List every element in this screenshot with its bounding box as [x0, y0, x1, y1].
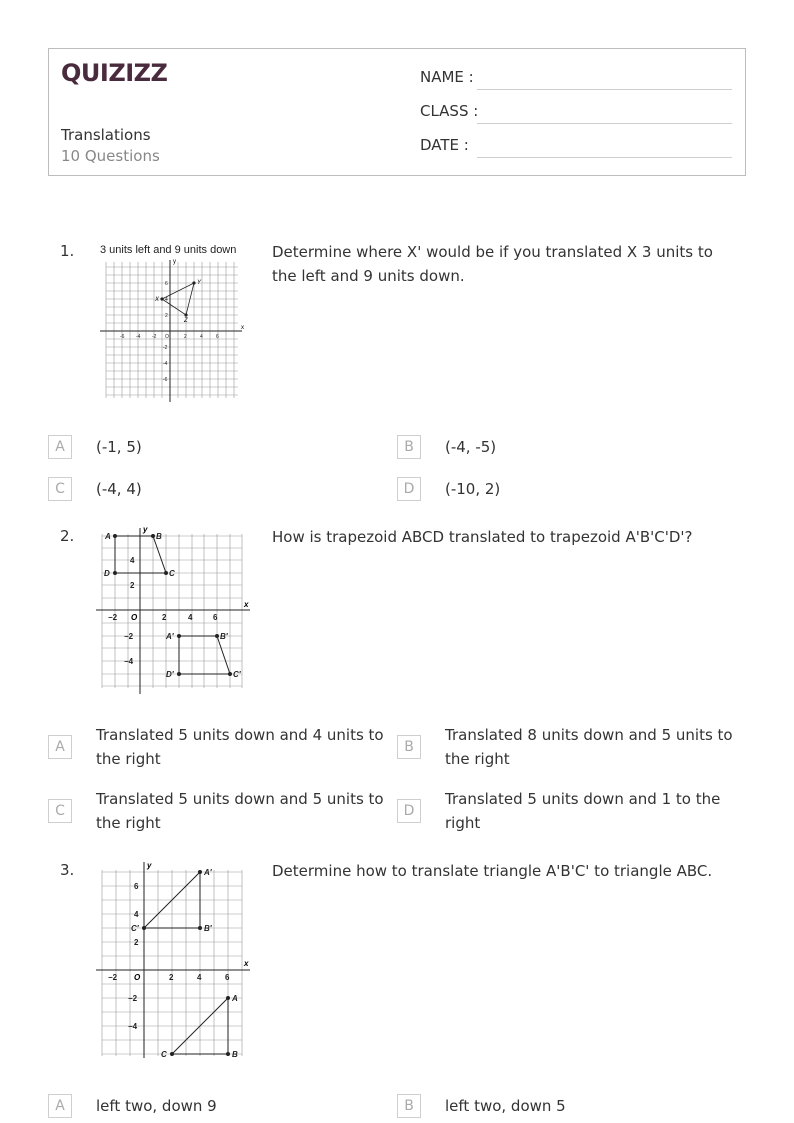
q3-origin-label: O	[134, 973, 141, 982]
option-text: Translated 8 units down and 5 units to the right	[445, 726, 733, 768]
q1-tick-y: 6	[165, 281, 168, 287]
worksheet-header	[48, 48, 746, 176]
name-field[interactable]	[420, 68, 732, 90]
q2-tick-y: 2	[130, 581, 135, 590]
date-label: DATE :	[420, 136, 469, 154]
q2-label-a-prime: A′	[166, 632, 174, 641]
q1-point-z	[184, 313, 187, 316]
q3-tick-y: −4	[128, 1022, 138, 1031]
q3-label-c-prime: C′	[131, 924, 139, 933]
q2-graph	[94, 524, 254, 696]
question-count: 10 Questions	[61, 147, 160, 165]
option-text: Translated 5 units down and 4 units to the right	[96, 726, 384, 768]
q1-y-label: y	[173, 259, 176, 265]
option-letter: C	[48, 477, 72, 501]
q1-label-y: Y	[197, 280, 202, 286]
q2-label-c-prime: C′	[233, 670, 241, 679]
worksheet-title: Translations	[61, 126, 151, 144]
q1-tick-x: O	[165, 334, 169, 340]
q2-label-c: C	[169, 569, 175, 578]
q2-label-a: A	[105, 532, 111, 541]
q1-tick-y: -4	[163, 361, 168, 367]
question-text: Determine where X' would be if you translated X 3 units to the left and 9 units down.	[272, 243, 713, 285]
q2-tick-x: 4	[188, 613, 193, 622]
q2-y-label: y	[143, 525, 148, 534]
q2-tick-y: −4	[124, 657, 134, 666]
q3-tick-x: 6	[225, 973, 230, 982]
q3-tick-y: 4	[134, 910, 139, 919]
q3-label-b-prime: B′	[204, 924, 212, 933]
option-text: (-4, 4)	[96, 480, 142, 498]
q2-label-b: B	[156, 532, 162, 541]
q1-label-z: Z	[184, 318, 188, 324]
class-field[interactable]	[420, 102, 732, 124]
q2-tick-y: −2	[124, 632, 134, 641]
q2-tick-x: −2	[108, 613, 118, 622]
q2-tick-y: 4	[130, 556, 135, 565]
q1-tick-y: 4	[165, 297, 168, 303]
option-letter: A	[48, 735, 72, 759]
q2-tick-x: 2	[162, 613, 167, 622]
option-letter: B	[397, 435, 421, 459]
name-line[interactable]	[477, 89, 732, 90]
date-field[interactable]	[420, 136, 732, 158]
q1-tick-x: -4	[136, 334, 141, 340]
q3-graph	[94, 858, 254, 1060]
q1-tick-x: -2	[152, 334, 157, 340]
class-line[interactable]	[477, 123, 732, 124]
question-text: How is trapezoid ABCD translated to trapezoid A'B'C'D'?	[272, 528, 693, 546]
option-letter: A	[48, 1094, 72, 1118]
option-text: left two, down 5	[445, 1097, 566, 1115]
q2-trapezoid-prime	[179, 636, 230, 674]
q3-tick-x: 4	[197, 973, 202, 982]
q2-label-b-prime: B′	[220, 632, 228, 641]
q1-caption: 3 units left and 9 units down	[100, 244, 237, 256]
option-letter: B	[397, 1094, 421, 1118]
q1-x-label: x	[241, 325, 244, 331]
q3-y-label: y	[147, 861, 152, 870]
date-line[interactable]	[477, 157, 732, 158]
q1-tick-x: 6	[216, 334, 219, 340]
q3-label-a: A	[232, 994, 238, 1003]
q1-tick-y: -2	[163, 345, 168, 351]
option-text: (-10, 2)	[445, 480, 501, 498]
q1-point-y	[192, 281, 195, 284]
q2-label-d-prime: D′	[166, 670, 174, 679]
q1-tick-y: 2	[165, 313, 168, 319]
question-number: 2.	[60, 527, 75, 545]
q2-tick-x: 6	[213, 613, 218, 622]
option-text: (-1, 5)	[96, 438, 142, 456]
option-letter: D	[397, 799, 421, 823]
name-label: NAME :	[420, 68, 474, 86]
q3-tick-x: 2	[169, 973, 174, 982]
option-text: (-4, -5)	[445, 438, 497, 456]
option-text: Translated 5 units down and 1 to the right	[445, 790, 721, 832]
q1-label-x: X	[155, 297, 160, 303]
q3-label-c: C	[161, 1050, 167, 1059]
option-letter: C	[48, 799, 72, 823]
q2-origin-label: O	[131, 613, 138, 622]
q3-tick-y: 2	[134, 938, 139, 947]
q1-tick-x: 4	[200, 334, 203, 340]
q3-label-a-prime: A′	[204, 868, 212, 877]
question-text: Determine how to translate triangle A'B'C' to triangle ABC.	[272, 862, 713, 880]
q1-tick-x: 2	[184, 334, 187, 340]
option-letter: D	[397, 477, 421, 501]
quizizz-logo: QUIZIZZ	[61, 59, 168, 87]
q1-tick-x: -6	[120, 334, 125, 340]
q1-graph	[96, 240, 256, 405]
q3-tick-x: −2	[108, 973, 118, 982]
q1-tick-y: -6	[163, 377, 168, 383]
option-text: Translated 5 units down and 5 units to the right	[96, 790, 384, 832]
class-label: CLASS :	[420, 102, 479, 120]
q3-tick-y: 6	[134, 882, 139, 891]
q3-tick-y: −2	[128, 994, 138, 1003]
q1-point-x	[160, 297, 163, 300]
option-letter: A	[48, 435, 72, 459]
q2-label-d: D	[104, 569, 110, 578]
question-number: 1.	[60, 242, 75, 260]
q2-x-label: x	[244, 600, 249, 609]
option-letter: B	[397, 735, 421, 759]
q3-label-b: B	[232, 1050, 238, 1059]
question-number: 3.	[60, 861, 75, 879]
q3-x-label: x	[244, 959, 249, 968]
option-text: left two, down 9	[96, 1097, 217, 1115]
